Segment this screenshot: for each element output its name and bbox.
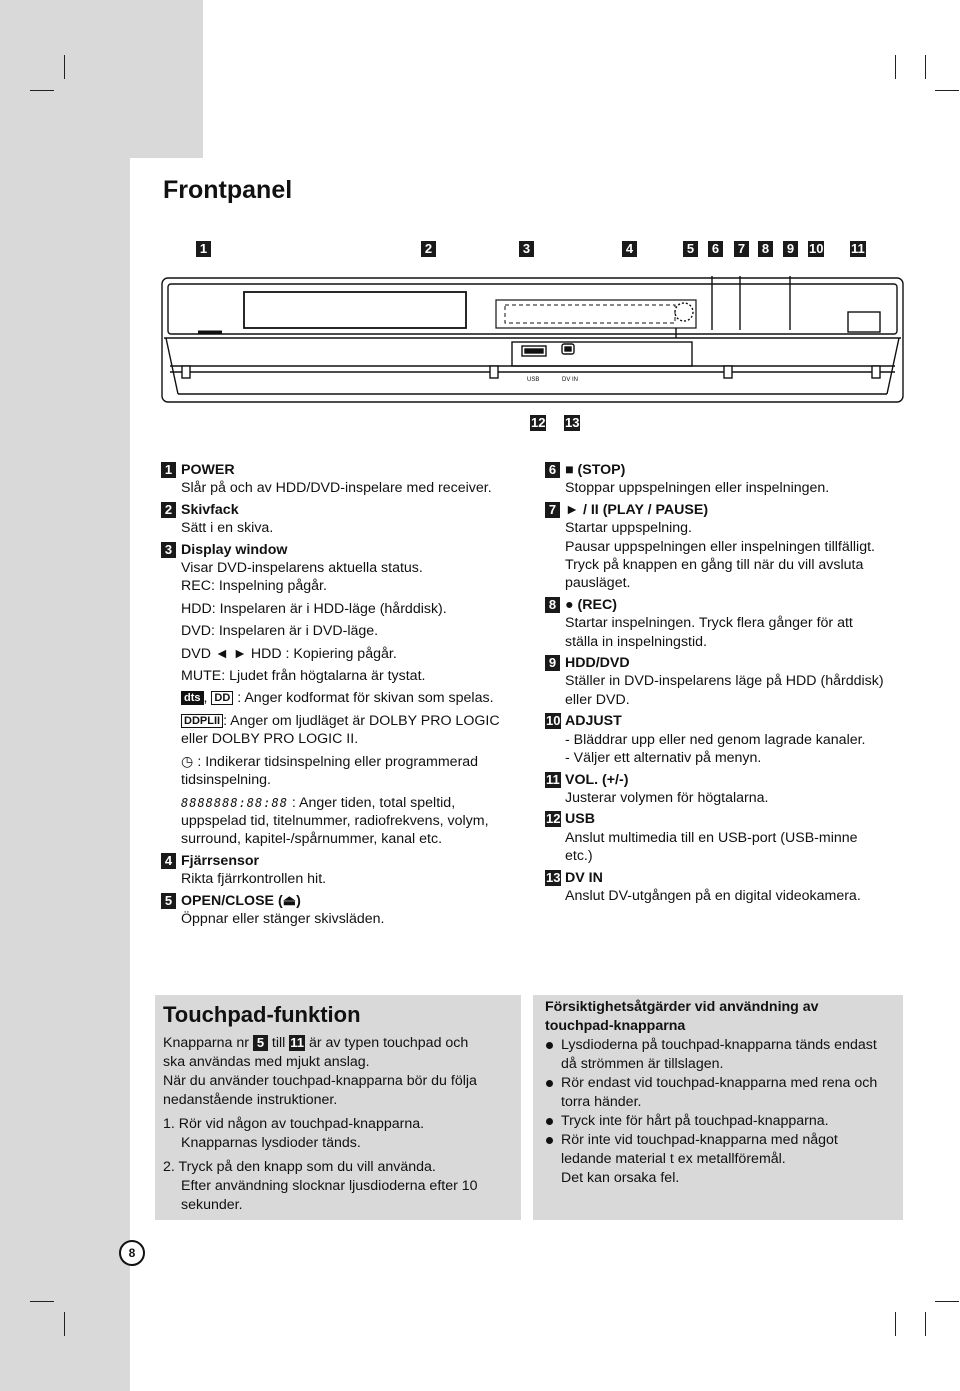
caution-bullet — [533, 1131, 903, 1188]
item-number: 11 — [546, 771, 560, 787]
intro-text: är av typen touchpad och — [308, 1035, 469, 1051]
usb-port-label: USB — [527, 377, 540, 383]
item-text: Sätt i en skiva. — [181, 520, 274, 537]
crop-mark — [925, 55, 926, 79]
item-disc-tray — [161, 501, 521, 538]
callout-1: 1 — [196, 241, 211, 257]
callout-13: 13 — [565, 415, 580, 430]
bullet-text: torra händer. — [561, 1094, 642, 1110]
gray-top-band — [0, 0, 203, 158]
segment-text: : Anger tiden, total speltid, — [291, 794, 456, 811]
dolby-pro-logic-icon: DDPLII — [181, 714, 223, 728]
item-text: DVD ◄ ► HDD : Kopiering pågår. — [181, 645, 397, 662]
step-text: Efter användning slocknar ljusdioderna efter 10 — [181, 1178, 478, 1194]
item-dv-in — [545, 869, 905, 906]
item-open-close — [161, 892, 521, 929]
segment-text-2: uppspelad tid, titelnummer, radiofrekvens, volym, — [181, 812, 489, 829]
crop-mark — [30, 90, 54, 91]
item-text: - Väljer ett alternativ på menyn. — [565, 750, 762, 767]
item-power — [161, 461, 521, 498]
caution-bullet — [533, 1074, 903, 1112]
item-heading: Skivfack — [181, 501, 239, 518]
dts-icon: dts — [181, 691, 204, 705]
item-number: 6 — [545, 462, 560, 478]
caution-title-2: touchpad-knapparna — [545, 1018, 686, 1034]
item-text: Öppnar eller stänger skivsläden. — [181, 910, 385, 927]
touchpad-intro — [163, 1034, 521, 1053]
item-usb — [545, 810, 905, 865]
crop-mark — [30, 1301, 54, 1302]
item-text: Startar uppspelning. — [565, 520, 692, 537]
item-text: Rikta fjärrkontrollen hit. — [181, 871, 327, 888]
item-text: Stoppar uppspelningen eller inspelningen. — [565, 480, 830, 497]
intro-number: 11 — [290, 1035, 304, 1050]
step-text: 1. Rör vid någon av touchpad-knapparna. — [163, 1116, 425, 1132]
callout-9: 9 — [783, 241, 798, 257]
timer-text: : Indikerar tidsinspelning eller programmerad — [197, 753, 479, 770]
item-number: 9 — [545, 655, 560, 671]
page-number: 8 — [119, 1240, 145, 1266]
crop-mark — [935, 1301, 959, 1302]
left-description-column — [161, 461, 521, 928]
callout-4: 4 — [622, 241, 637, 257]
item-heading: ● (REC) — [565, 596, 617, 613]
pl2-text-2: eller DOLBY PRO LOGIC II. — [181, 731, 359, 748]
segment-line — [181, 794, 521, 812]
item-text: Anslut DV-utgången på en digital videokamera. — [565, 887, 861, 904]
crop-mark — [895, 1312, 896, 1336]
intro-text: ska användas med mjukt anslag. — [163, 1054, 370, 1070]
item-text: MUTE: Ljudet från högtalarna är tystat. — [181, 668, 426, 685]
clock-icon: ◷ — [181, 753, 194, 770]
item-play-pause — [545, 501, 905, 593]
item-text: pausläget. — [565, 575, 631, 592]
item-number: 4 — [161, 853, 176, 869]
right-description-column — [545, 461, 905, 905]
item-text: HDD: Inspelaren är i HDD-läge (hårddisk). — [181, 600, 447, 617]
item-text: Ställer in DVD-inspelarens läge på HDD (hårddisk) — [565, 673, 884, 690]
item-heading: Display window — [181, 541, 288, 558]
item-text: - Bläddrar upp eller ned genom lagrade kanaler. — [565, 731, 866, 748]
item-remote-sensor — [161, 852, 521, 889]
step-text: sekunder. — [181, 1197, 243, 1213]
crop-mark — [925, 1312, 926, 1336]
item-hdd-dvd — [545, 654, 905, 709]
item-stop — [545, 461, 905, 498]
item-heading: OPEN/CLOSE (⏏) — [181, 892, 301, 909]
crop-mark — [64, 1312, 65, 1336]
intro-text: till — [271, 1035, 286, 1051]
bullet-text: ledande material t ex metallföremål. — [561, 1151, 786, 1167]
item-heading: ADJUST — [565, 713, 622, 730]
gray-side-bar — [0, 0, 130, 1391]
timer-line — [181, 753, 521, 771]
callout-7: 7 — [734, 241, 749, 257]
item-heading: POWER — [181, 462, 235, 478]
item-heading: VOL. (+/-) — [565, 771, 629, 788]
item-text: etc.) — [565, 848, 593, 865]
callout-11: 11 — [851, 241, 865, 256]
item-number: 5 — [161, 893, 176, 909]
item-text: Visar DVD-inspelarens aktuella status. — [181, 560, 423, 577]
crop-mark — [935, 90, 959, 91]
callout-3: 3 — [519, 241, 534, 257]
intro-text: När du använder touchpad-knapparna bör du följa — [163, 1073, 477, 1089]
item-text: DVD: Inspelaren är i DVD-läge. — [181, 623, 379, 640]
item-text: Tryck på knappen en gång till när du vill avsluta — [565, 557, 864, 574]
item-number: 13 — [546, 869, 561, 885]
crop-mark — [64, 55, 65, 79]
item-text: Anslut multimedia till en USB-port (USB-minne — [565, 829, 858, 846]
touchpad-body — [163, 1034, 521, 1215]
bullet-text: Rör endast vid touchpad-knapparna med rena och — [561, 1075, 878, 1091]
item-text: Justerar volymen för högtalarna. — [565, 789, 769, 806]
bullet-text: Tryck inte för hårt på touchpad-knapparna. — [561, 1113, 829, 1129]
item-number: 10 — [546, 713, 561, 729]
callout-8: 8 — [758, 241, 773, 257]
caution-bullet — [533, 1112, 903, 1131]
item-adjust — [545, 712, 905, 767]
dvin-port-label: DV IN — [562, 377, 579, 383]
item-text: Pausar uppspelningen eller inspelningen tillfälligt. — [565, 538, 875, 555]
intro-text: Knapparna nr — [163, 1035, 249, 1051]
touchpad-title: Touchpad-funktion — [163, 1002, 361, 1027]
item-text: Slår på och av HDD/DVD-inspelare med receiver. — [181, 480, 492, 497]
callout-2: 2 — [421, 241, 436, 257]
bullet-text: då strömmen är tillslagen. — [561, 1056, 724, 1072]
callout-10: 10 — [809, 241, 824, 256]
page-title: Frontpanel — [163, 176, 293, 204]
intro-number: 5 — [253, 1035, 268, 1051]
item-heading: Fjärrsensor — [181, 852, 260, 869]
caution-bullet — [533, 1036, 903, 1074]
pl2-text: : Anger om ljudläget är DOLBY PRO LOGIC — [223, 712, 500, 729]
item-heading: HDD/DVD — [565, 655, 630, 672]
bullet-text: Rör inte vid touchpad-knapparna med något — [561, 1132, 838, 1148]
item-number: 12 — [546, 811, 561, 827]
item-text: ställa in inspelningstid. — [565, 633, 707, 650]
pl2-line — [181, 712, 521, 730]
item-text: REC: Inspelning pågår. — [181, 578, 327, 595]
item-text: eller DVD. — [565, 691, 630, 708]
item-text: Startar inspelningen. Tryck flera gånger för att — [565, 615, 853, 632]
bullet-text: Lysdioderna på touchpad-knapparna tänds endast — [561, 1037, 877, 1053]
callout-5: 5 — [683, 241, 698, 257]
bullet-text: Det kan orsaka fel. — [561, 1170, 680, 1186]
codec-line: dts , DD : Anger kodformat för skivan som spelas. — [181, 689, 521, 707]
item-number: 2 — [161, 502, 176, 518]
front-panel-illustration — [160, 276, 905, 404]
item-heading: DV IN — [565, 869, 603, 886]
timer-text-2: tidsinspelning. — [181, 772, 271, 789]
callout-6: 6 — [708, 241, 723, 257]
item-number: 1 — [161, 462, 176, 478]
item-number: 7 — [545, 502, 560, 518]
segment-display-icon: 8888888:88:88 — [181, 795, 288, 810]
caution-title: Försiktighetsåtgärder vid användning av — [545, 999, 819, 1015]
item-number: 3 — [161, 542, 176, 558]
dolby-digital-icon: DD — [211, 691, 233, 705]
item-rec — [545, 596, 905, 651]
crop-mark — [895, 55, 896, 79]
item-number: 8 — [545, 597, 560, 613]
segment-text-3: surround, kapitel-/spårnummer, kanal etc. — [181, 831, 443, 848]
item-heading: ■ (STOP) — [565, 462, 626, 478]
caution-box — [533, 995, 903, 1220]
intro-text: nedanstående instruktioner. — [163, 1092, 338, 1108]
step-text: Knapparnas lysdioder tänds. — [181, 1135, 361, 1151]
item-heading: USB — [565, 811, 595, 828]
callout-12: 12 — [531, 415, 546, 430]
step-text: 2. Tryck på den knapp som du vill använda. — [163, 1159, 436, 1175]
caution-list — [533, 1036, 903, 1188]
item-display-window — [161, 541, 521, 849]
item-volume — [545, 771, 905, 808]
item-heading: ► / II (PLAY / PAUSE) — [565, 501, 709, 518]
codec-text: : Anger kodformat för skivan som spelas. — [237, 690, 494, 707]
touchpad-box — [155, 995, 521, 1220]
